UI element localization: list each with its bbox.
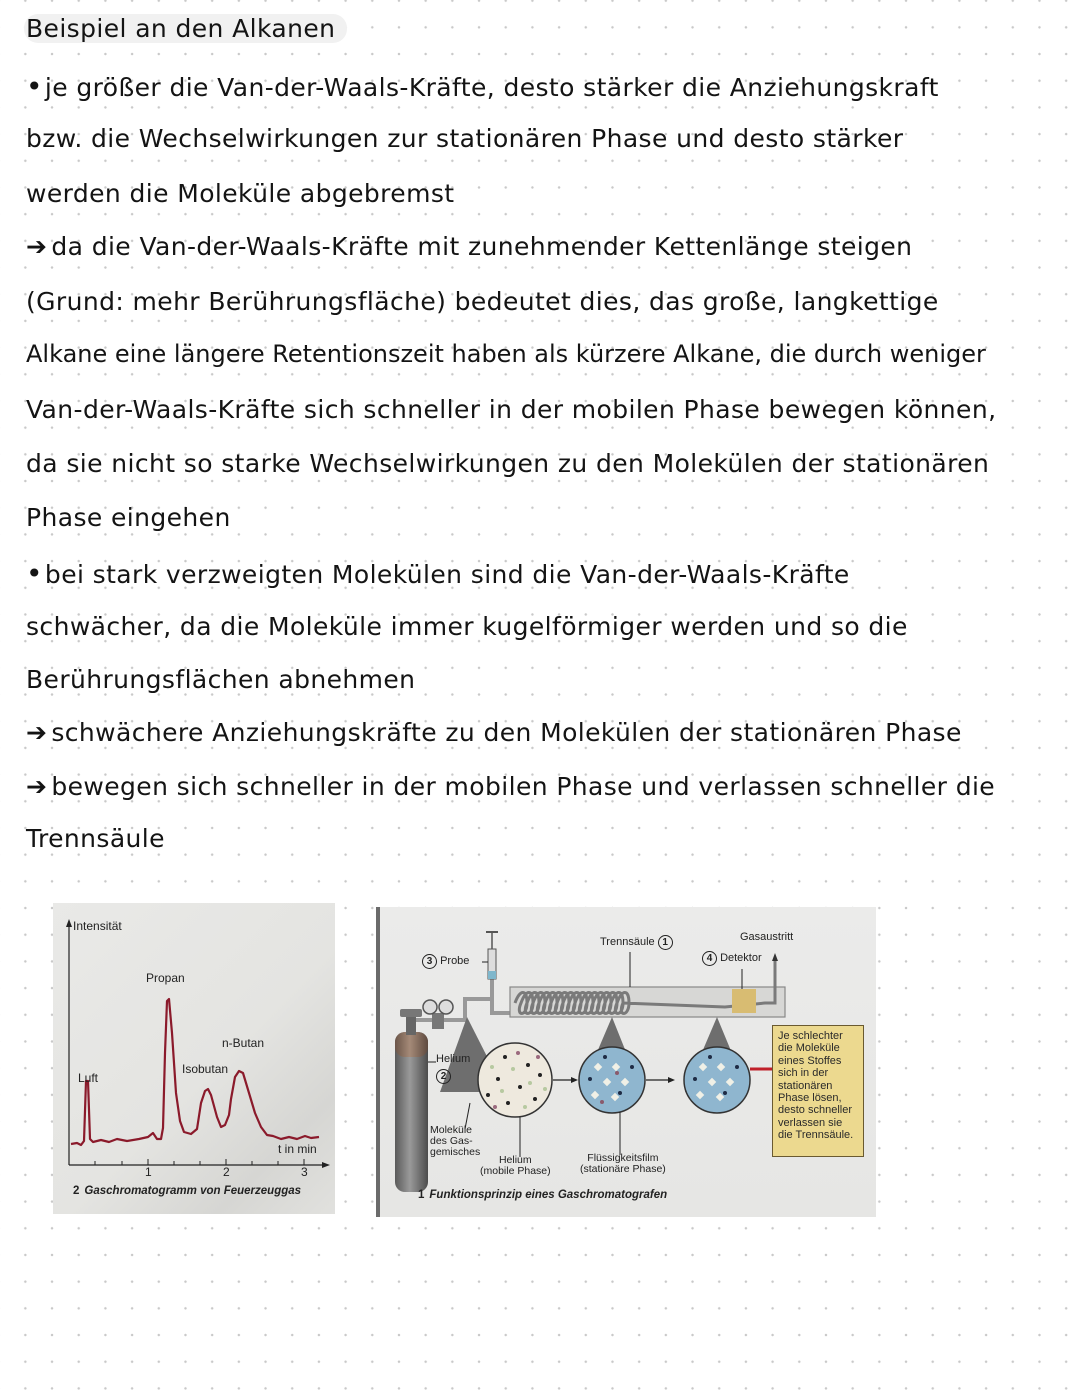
note-line: Phase eingehen [26, 503, 231, 532]
note-line: werden die Moleküle abgebremst [26, 179, 455, 208]
peak-label-n-butan: n-Butan [222, 1036, 265, 1050]
helium-number: 2 [436, 1069, 451, 1084]
note-line: • je größer die Van-der-Waals-Kräfte, desto stärker die Anziehungskraft [26, 70, 939, 103]
arrow-icon: ➔ [26, 772, 48, 801]
detektor-label: 4 Detektor [702, 951, 762, 966]
note-line: ➔ bewegen sich schneller in der mobilen Phase und verlassen schneller die [26, 772, 996, 801]
note-line: da sie nicht so starke Wechselwirkungen zu den Molekülen der stationären [26, 449, 990, 478]
arrow-icon: ➔ [26, 232, 48, 261]
note-line: Berührungsflächen abnehmen [26, 665, 416, 694]
peak-label-isobutan: Isobutan [182, 1062, 229, 1076]
note-title: Beispiel an den Alkanen [24, 14, 347, 43]
figure-caption: 2 Gaschromatogramm von Feuerzeuggas [73, 1185, 302, 1197]
molekuele-label: Moleküle des Gas- gemisches [430, 1124, 481, 1158]
gasaustritt-label: Gasaustritt [740, 931, 794, 943]
peak-label-propan: Propan [146, 971, 185, 985]
info-box: Je schlechter die Moleküle eines Stoffes sich in der stationären Phase lösen, desto schneller verlassen sie die Trennsäule. [772, 1025, 864, 1157]
x-tick-3: 3 [301, 1165, 308, 1179]
note-line: ➔ da die Van-der-Waals-Kräfte mit zunehmender Kettenlänge steigen [26, 232, 913, 261]
fluessigkeitsfilm-label: Flüssigkeitsfilm (stationäre Phase) [580, 1152, 666, 1175]
note-line: • bei stark verzweigten Molekülen sind die Van-der-Waals-Kräfte [26, 557, 850, 590]
x-axis-label: t in min [278, 1142, 317, 1156]
helium-label: Helium [436, 1053, 471, 1065]
gas-chromatograph-figure [376, 907, 876, 1217]
probe-label: 3 Probe [422, 954, 469, 969]
chromatogram-figure [53, 903, 335, 1214]
note-line: Trennsäule [26, 824, 165, 853]
trennsaeule-label: Trennsäule 1 [600, 935, 673, 950]
peak-label-luft: Luft [78, 1071, 99, 1085]
chromatogram-chart [53, 903, 335, 1214]
note-line: schwächer, da die Moleküle immer kugelförmiger werden und so die [26, 612, 908, 641]
note-line: Alkane eine längere Retentionszeit haben als kürzere Alkane, die durch weniger [26, 340, 986, 368]
arrow-icon: ➔ [26, 718, 48, 747]
detector [732, 989, 756, 1013]
x-tick-1: 1 [145, 1165, 152, 1179]
y-axis-label: Intensität [73, 919, 122, 933]
figure-caption: 1 Funktionsprinzip eines Gaschromatografen [418, 1189, 668, 1201]
note-line: (Grund: mehr Berührungsfläche) bedeutet dies, das große, langkettige [26, 287, 939, 316]
note-line: bzw. die Wechselwirkungen zur stationären Phase und desto stärker [26, 124, 904, 153]
note-line: Van-der-Waals-Kräfte sich schneller in der mobilen Phase bewegen können, [26, 395, 997, 424]
x-tick-2: 2 [223, 1165, 230, 1179]
helium-mobile-label: Helium (mobile Phase) [480, 1154, 551, 1177]
note-line: ➔ schwächere Anziehungskräfte zu den Molekülen der stationären Phase [26, 718, 962, 747]
